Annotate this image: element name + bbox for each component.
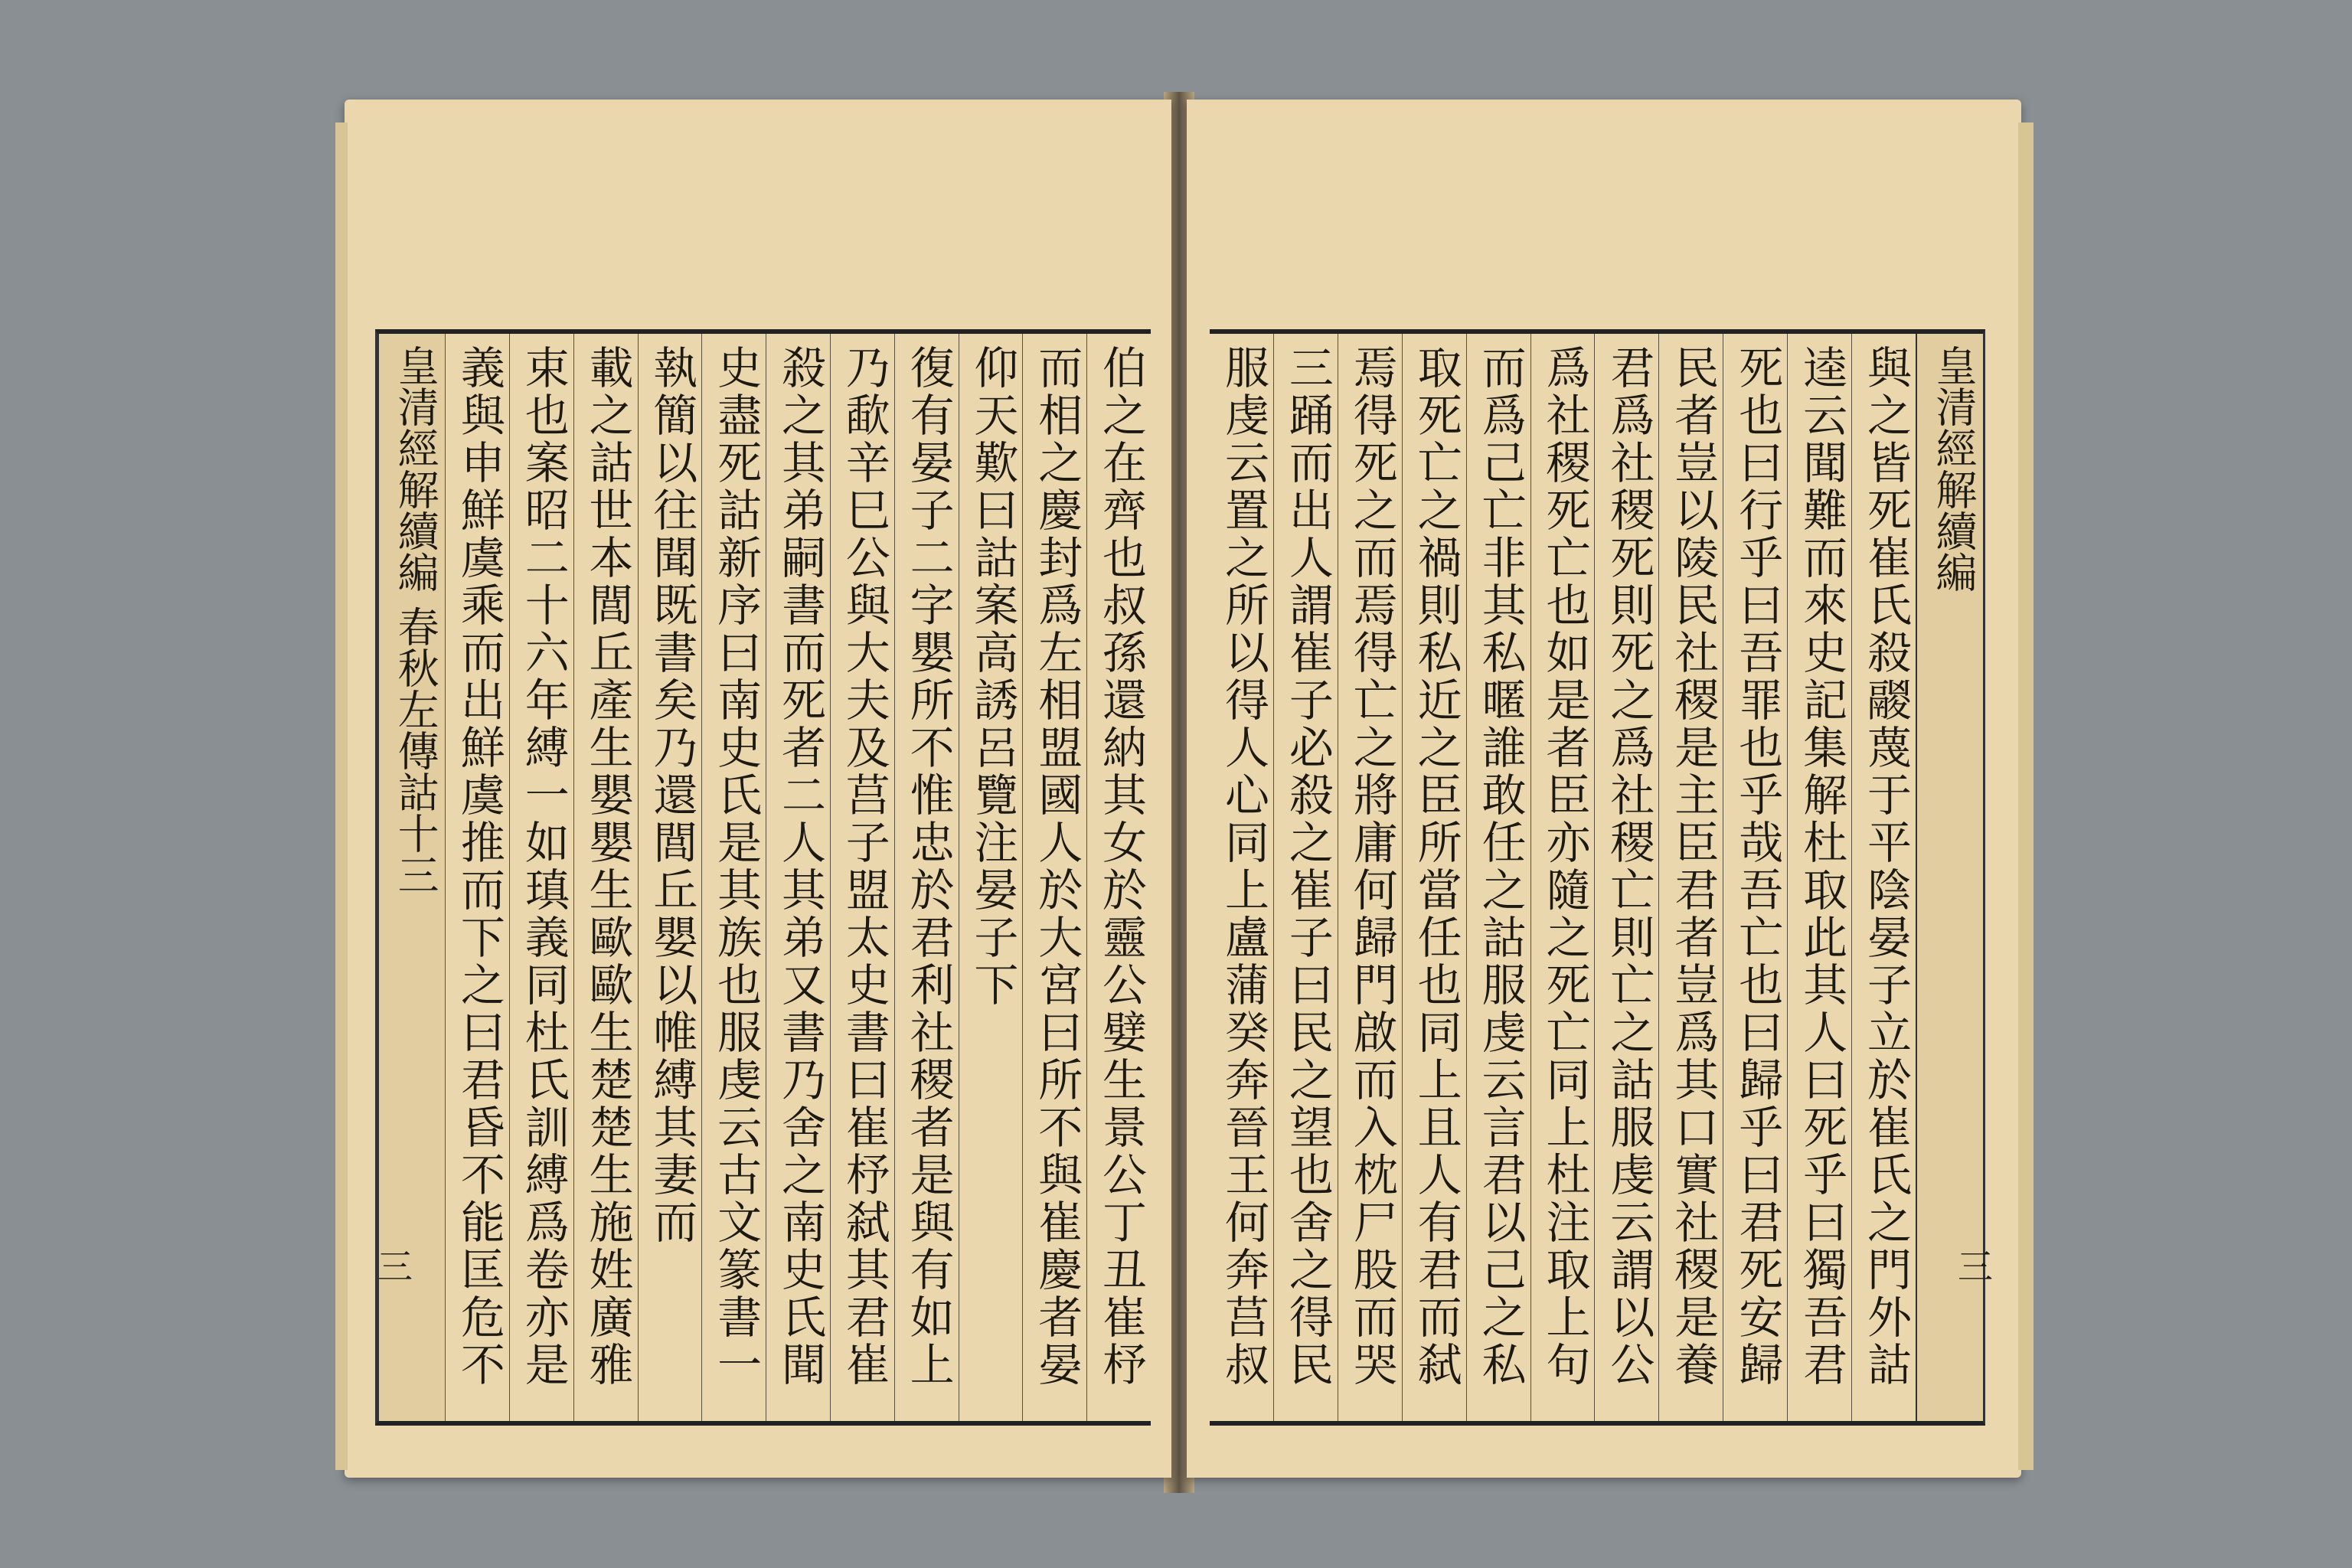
text-column: 義與申鮮虞乘而出鮮虞推而下之曰君昏不能匡危不 (445, 334, 509, 1421)
text-column: 復有晏子二字嬰所不惟忠於君利社稷者是與有如上 (894, 334, 959, 1421)
text-column: 君爲社稷死則死之爲社稷亡則亡之詁服虔云謂以公 (1594, 334, 1658, 1421)
page-edge (335, 122, 348, 1470)
page-edge (2018, 122, 2034, 1470)
text-column: 仰天歎曰詁案高誘呂覽注晏子下 (959, 334, 1023, 1421)
text-column: 史盡死詁新序曰南史氏是其族也服虔云古文篆書一 (701, 334, 766, 1421)
text-column: 死也曰行乎曰吾罪也乎哉吾亡也曰歸乎曰君死安歸 (1723, 334, 1787, 1421)
text-column: 伯之在齊也叔孫還納其女於靈公嬖生景公丁丑崔杼 (1086, 334, 1151, 1421)
text-column: 爲社稷死亡也如是者臣亦隨之死亡同上杜注取上句 (1530, 334, 1595, 1421)
text-column: 焉得死之而焉得亡之將庸何歸門啟而入枕尸股而哭 (1338, 334, 1402, 1421)
open-book (345, 92, 2021, 1501)
text-column: 執簡以往聞既書矣乃還閭丘嬰以帷縛其妻而 (638, 334, 702, 1421)
text-column: 逵云聞難而來史記集解杜取此其人曰死乎曰獨吾君 (1787, 334, 1851, 1421)
text-column: 束也案昭二十六年縛一如瑱義同杜氏訓縛爲卷亦是 (509, 334, 573, 1421)
text-column: 而爲己亡非其私暱誰敢任之詁服虔云言君以己之私 (1466, 334, 1530, 1421)
text-frame (375, 329, 1151, 1426)
page-number: 三 (1952, 1248, 1994, 1283)
running-title: 皇清經解續編 (1916, 334, 1983, 1421)
text-column: 載之詁世本閭丘產生嬰嬰生歐歐生楚楚生施姓廣雅 (573, 334, 638, 1421)
text-column: 民者豈以陵民社稷是主臣君者豈爲其口實社稷是養 (1658, 334, 1723, 1421)
text-columns (1210, 334, 1983, 1421)
text-column: 而相之慶封爲左相盟國人於大宮曰所不與崔慶者晏 (1022, 334, 1086, 1421)
page-number: 三 (372, 1248, 413, 1283)
text-column: 取死亡之禍則私近之臣所當任也同上且人有君而弑 (1402, 334, 1466, 1421)
text-column: 殺之其弟嗣書而死者二人其弟又書乃舍之南史氏聞 (766, 334, 830, 1421)
left-page (345, 100, 1171, 1478)
text-columns (377, 334, 1151, 1421)
text-column: 乃歃辛巳公與大夫及莒子盟太史書曰崔杼弑其君崔 (830, 334, 894, 1421)
running-title: 皇清經解續編 春秋左傳詁十三 (377, 334, 445, 1421)
text-column: 三踊而出人謂崔子必殺之崔子曰民之望也舍之得民 (1273, 334, 1338, 1421)
text-column: 與之皆死崔氏殺鬷蔑于平陰晏子立於崔氏之門外詁 (1851, 334, 1916, 1421)
right-page (1187, 100, 2021, 1478)
text-frame (1210, 329, 1985, 1426)
text-column: 服虔云置之所以得人心同上盧蒲癸奔晉王何奔莒叔 (1217, 345, 1269, 1389)
